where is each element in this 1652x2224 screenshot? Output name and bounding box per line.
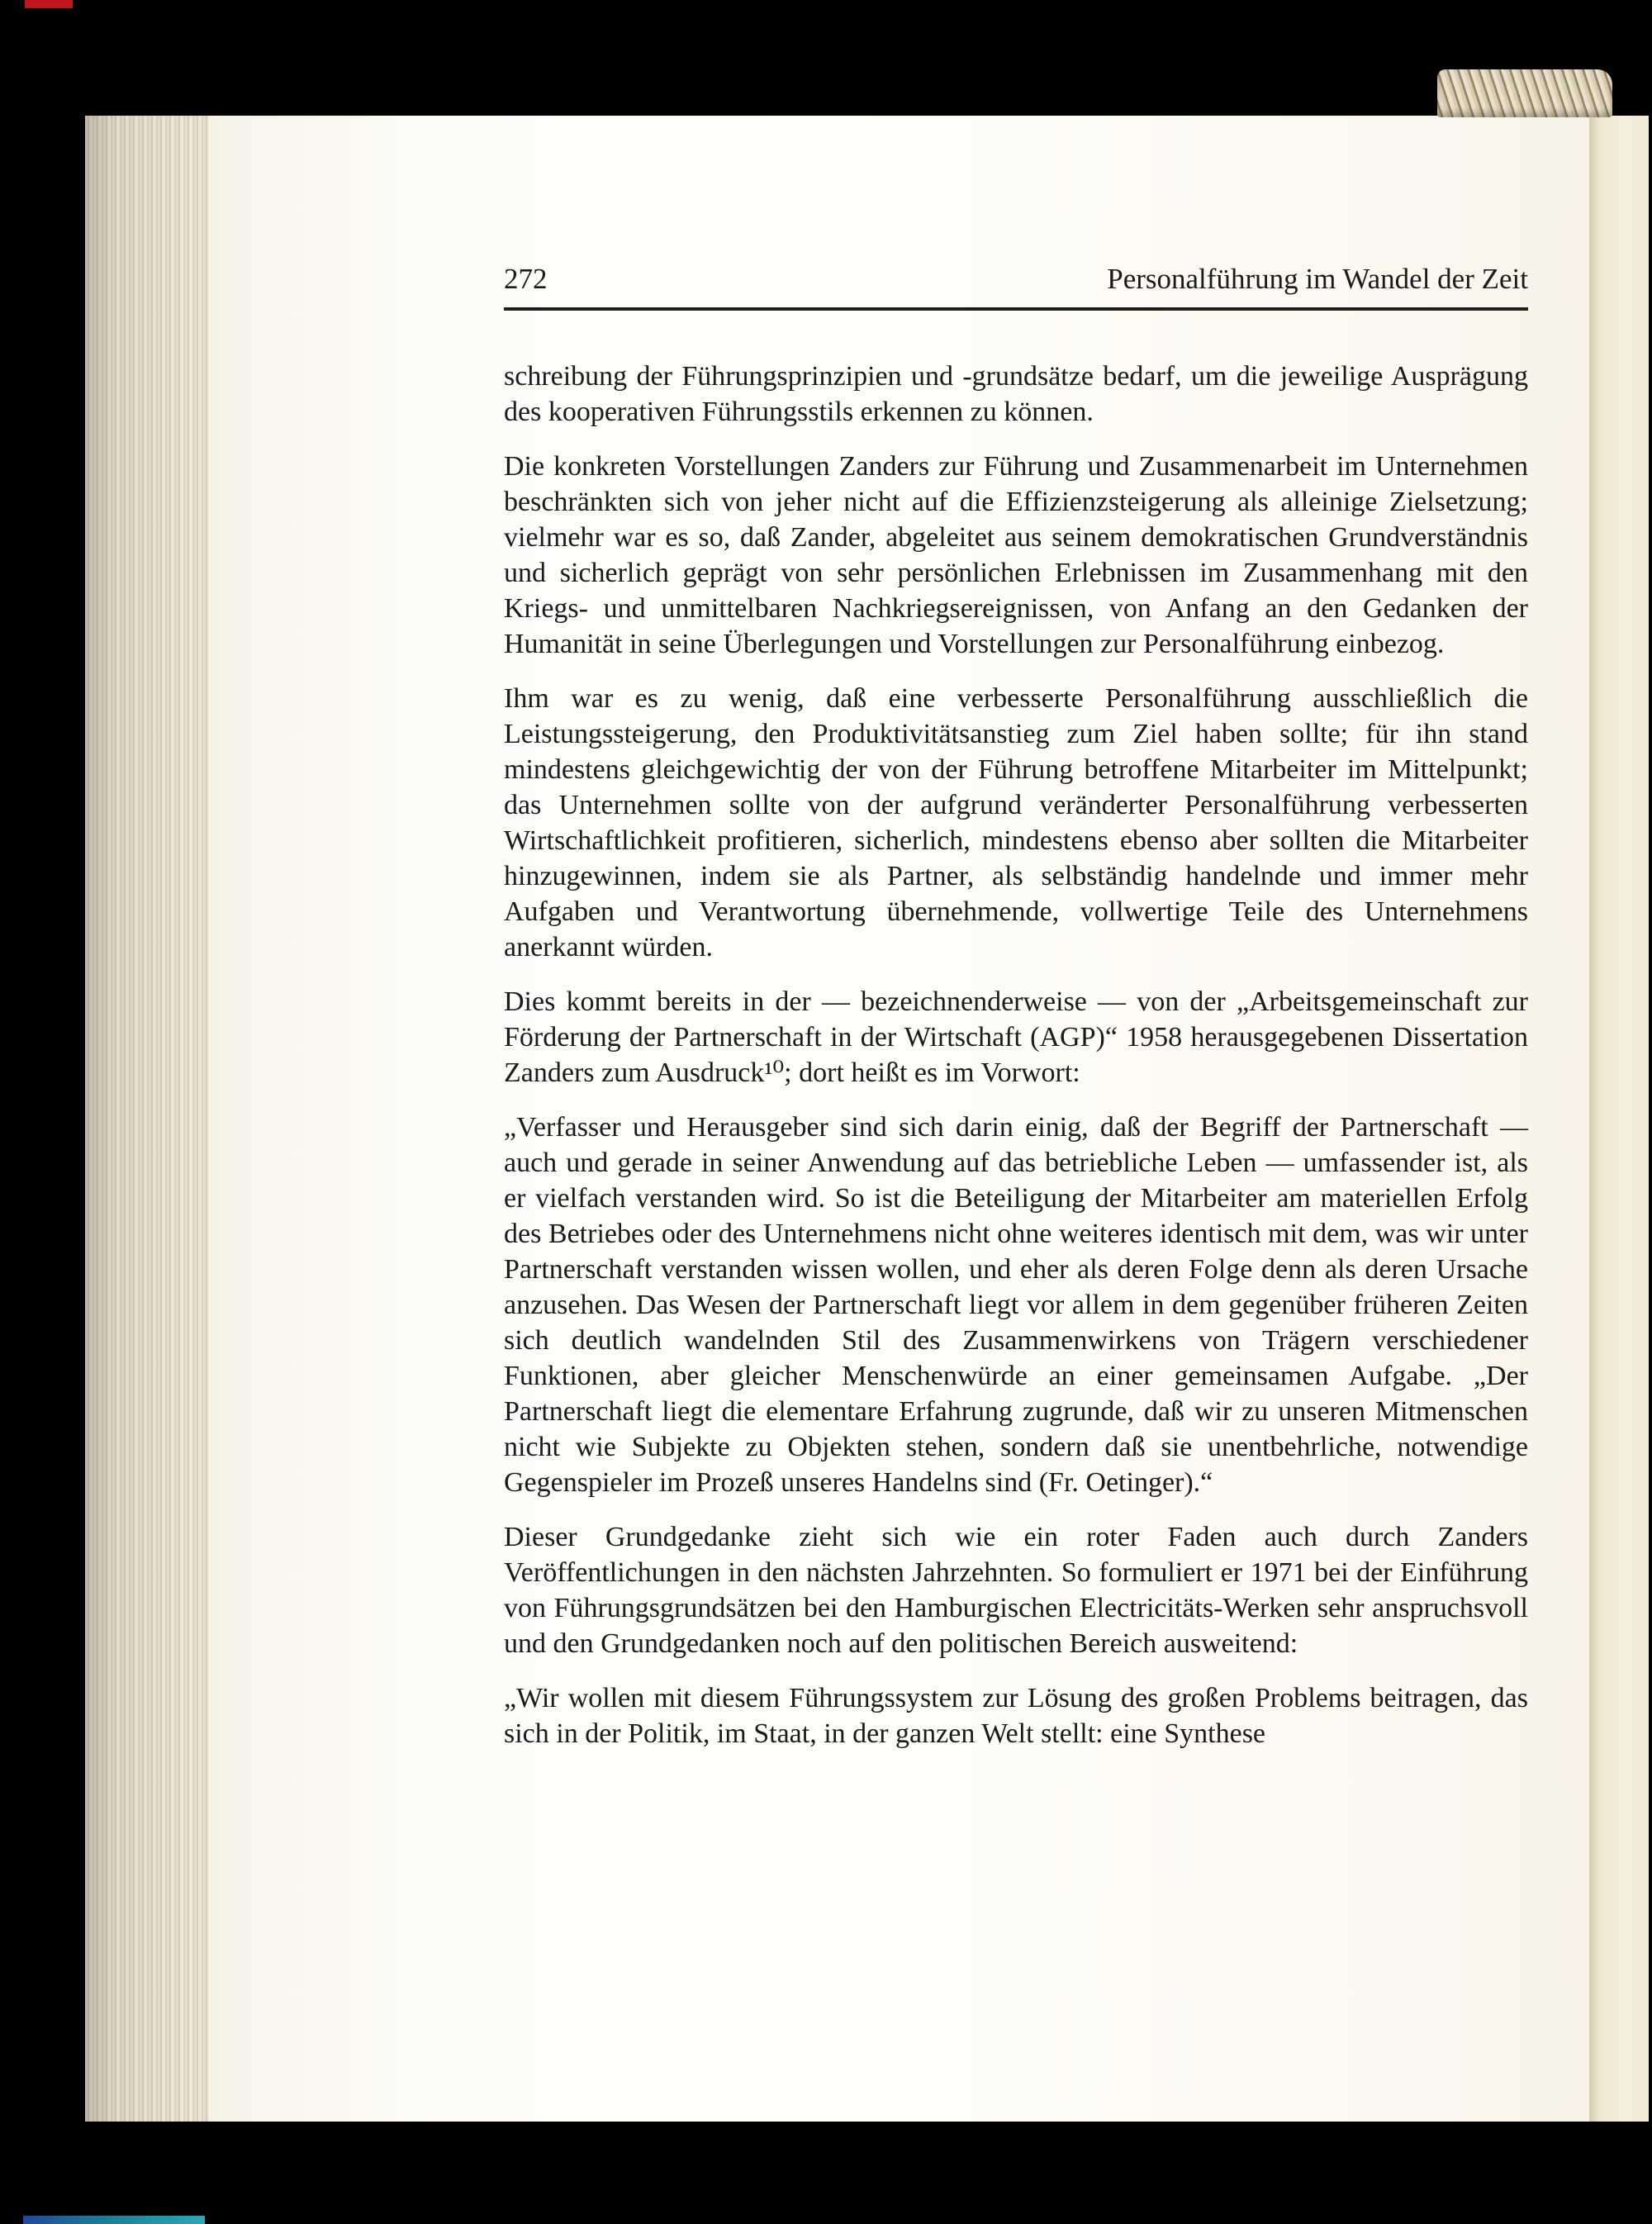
body-paragraph: schreibung der Führungsprinzipien und -grundsätze bedarf, um die jeweilige Ausprägung des kooperativen Führungsstils erkennen zu können.: [504, 361, 1528, 427]
body-paragraph: Dies kommt bereits in der — bezeichnenderweise — von der „Arbeitsgemeinschaft zur Förderung der Partnerschaft in der Wirtschaft (AGP)“ 1958 herausgegebenen Dissertation Zanders zum Ausdruck¹⁰; dort heißt es im Vorwort:: [504, 986, 1528, 1088]
header-rule: [504, 307, 1528, 311]
body-paragraph: Dieser Grundgedanke zieht sich wie ein roter Faden auch durch Zanders Veröffentlichungen in den nächsten Jahrzehnten. So formuliert er 1971 bei der Einführung von Führungsgrundsätzen bei den Hamburgischen Electricitäts-Werken sehr anspruchsvoll und den Grundgedanken noch auf den politischen Bereich ausweitend:: [504, 1522, 1528, 1659]
running-title: Personalführung im Wandel der Zeit: [1107, 263, 1528, 295]
running-head: [504, 263, 1528, 296]
book-headband-texture: [1437, 69, 1612, 117]
scan-mark-red: [25, 0, 73, 8]
book-page-edge-left: [85, 116, 209, 2122]
body-paragraph: „Wir wollen mit diesem Führungssystem zur Lösung des großen Problems beitragen, das sich in der Politik, im Staat, in der ganzen Welt stellt: eine Synthese: [504, 1683, 1528, 1749]
book-page-edge-right: [1589, 116, 1649, 2122]
body-paragraph: Die konkreten Vorstellungen Zanders zur Führung und Zusammenarbeit im Unternehmen beschränkten sich von jeher nicht auf die Effizienzsteigerung als alleinige Zielsetzung; vielmehr war es so, daß Zander, abgeleitet aus seinem demokratischen Grundverständnis und sicherlich geprägt von sehr persönlichen Erlebnissen im Zusammenhang mit den Kriegs- und unmittelbaren Nachkriegsereignissen, von Anfang an den Gedanken der Humanität in seine Überlegungen und Vorstellungen zur Personalführung einbezog.: [504, 451, 1528, 659]
body-text: [504, 359, 1528, 1751]
scan-mark-teal: [23, 2216, 205, 2224]
page-number: 272: [504, 263, 548, 295]
body-paragraph: „Verfasser und Herausgeber sind sich darin einig, daß der Begriff der Partnerschaft — auch und gerade in seiner Anwendung auf das betriebliche Leben — umfassender ist, als er vielfach verstanden wird. So ist die Beteiligung der Mitarbeiter am materiellen Erfolg des Betriebes oder des Unternehmens nicht ohne weiteres identisch mit dem, was wir unter Partnerschaft verstanden wissen wollen, und eher als deren Folge denn als deren Ursache anzusehen. Das Wesen der Partnerschaft liegt vor allem in dem gegenüber früheren Zeiten sich deutlich wandelnden Stil des Zusammenwirkens von Trägern verschiedener Funktionen, aber gleicher Menschenwürde an einer gemeinsamen Aufgabe. „Der Partnerschaft liegt die elementare Erfahrung zugrunde, daß wir zu unseren Mitmenschen nicht wie Subjekte zu Objekten stehen, sondern daß sie unentbehrliche, notwendige Gegenspieler im Prozeß unseres Handelns sind (Fr. Oetinger).“: [504, 1112, 1528, 1498]
page-content: [504, 263, 1528, 1770]
body-paragraph: Ihm war es zu wenig, daß eine verbesserte Personalführung ausschließlich die Leistungssteigerung, den Produktivitätsanstieg zum Ziel haben sollte; für ihn stand mindestens gleichgewichtig der von der Führung betroffene Mitarbeiter im Mittelpunkt; das Unternehmen sollte von der aufgrund veränderter Personalführung verbesserten Wirtschaftlichkeit profitieren, sicherlich, mindestens ebenso aber sollten die Mitarbeiter hinzugewinnen, indem sie als Partner, als selbständig handelnde und immer mehr Aufgaben und Verantwortung übernehmende, vollwertige Teile des Unternehmens anerkannt würden.: [504, 683, 1528, 962]
